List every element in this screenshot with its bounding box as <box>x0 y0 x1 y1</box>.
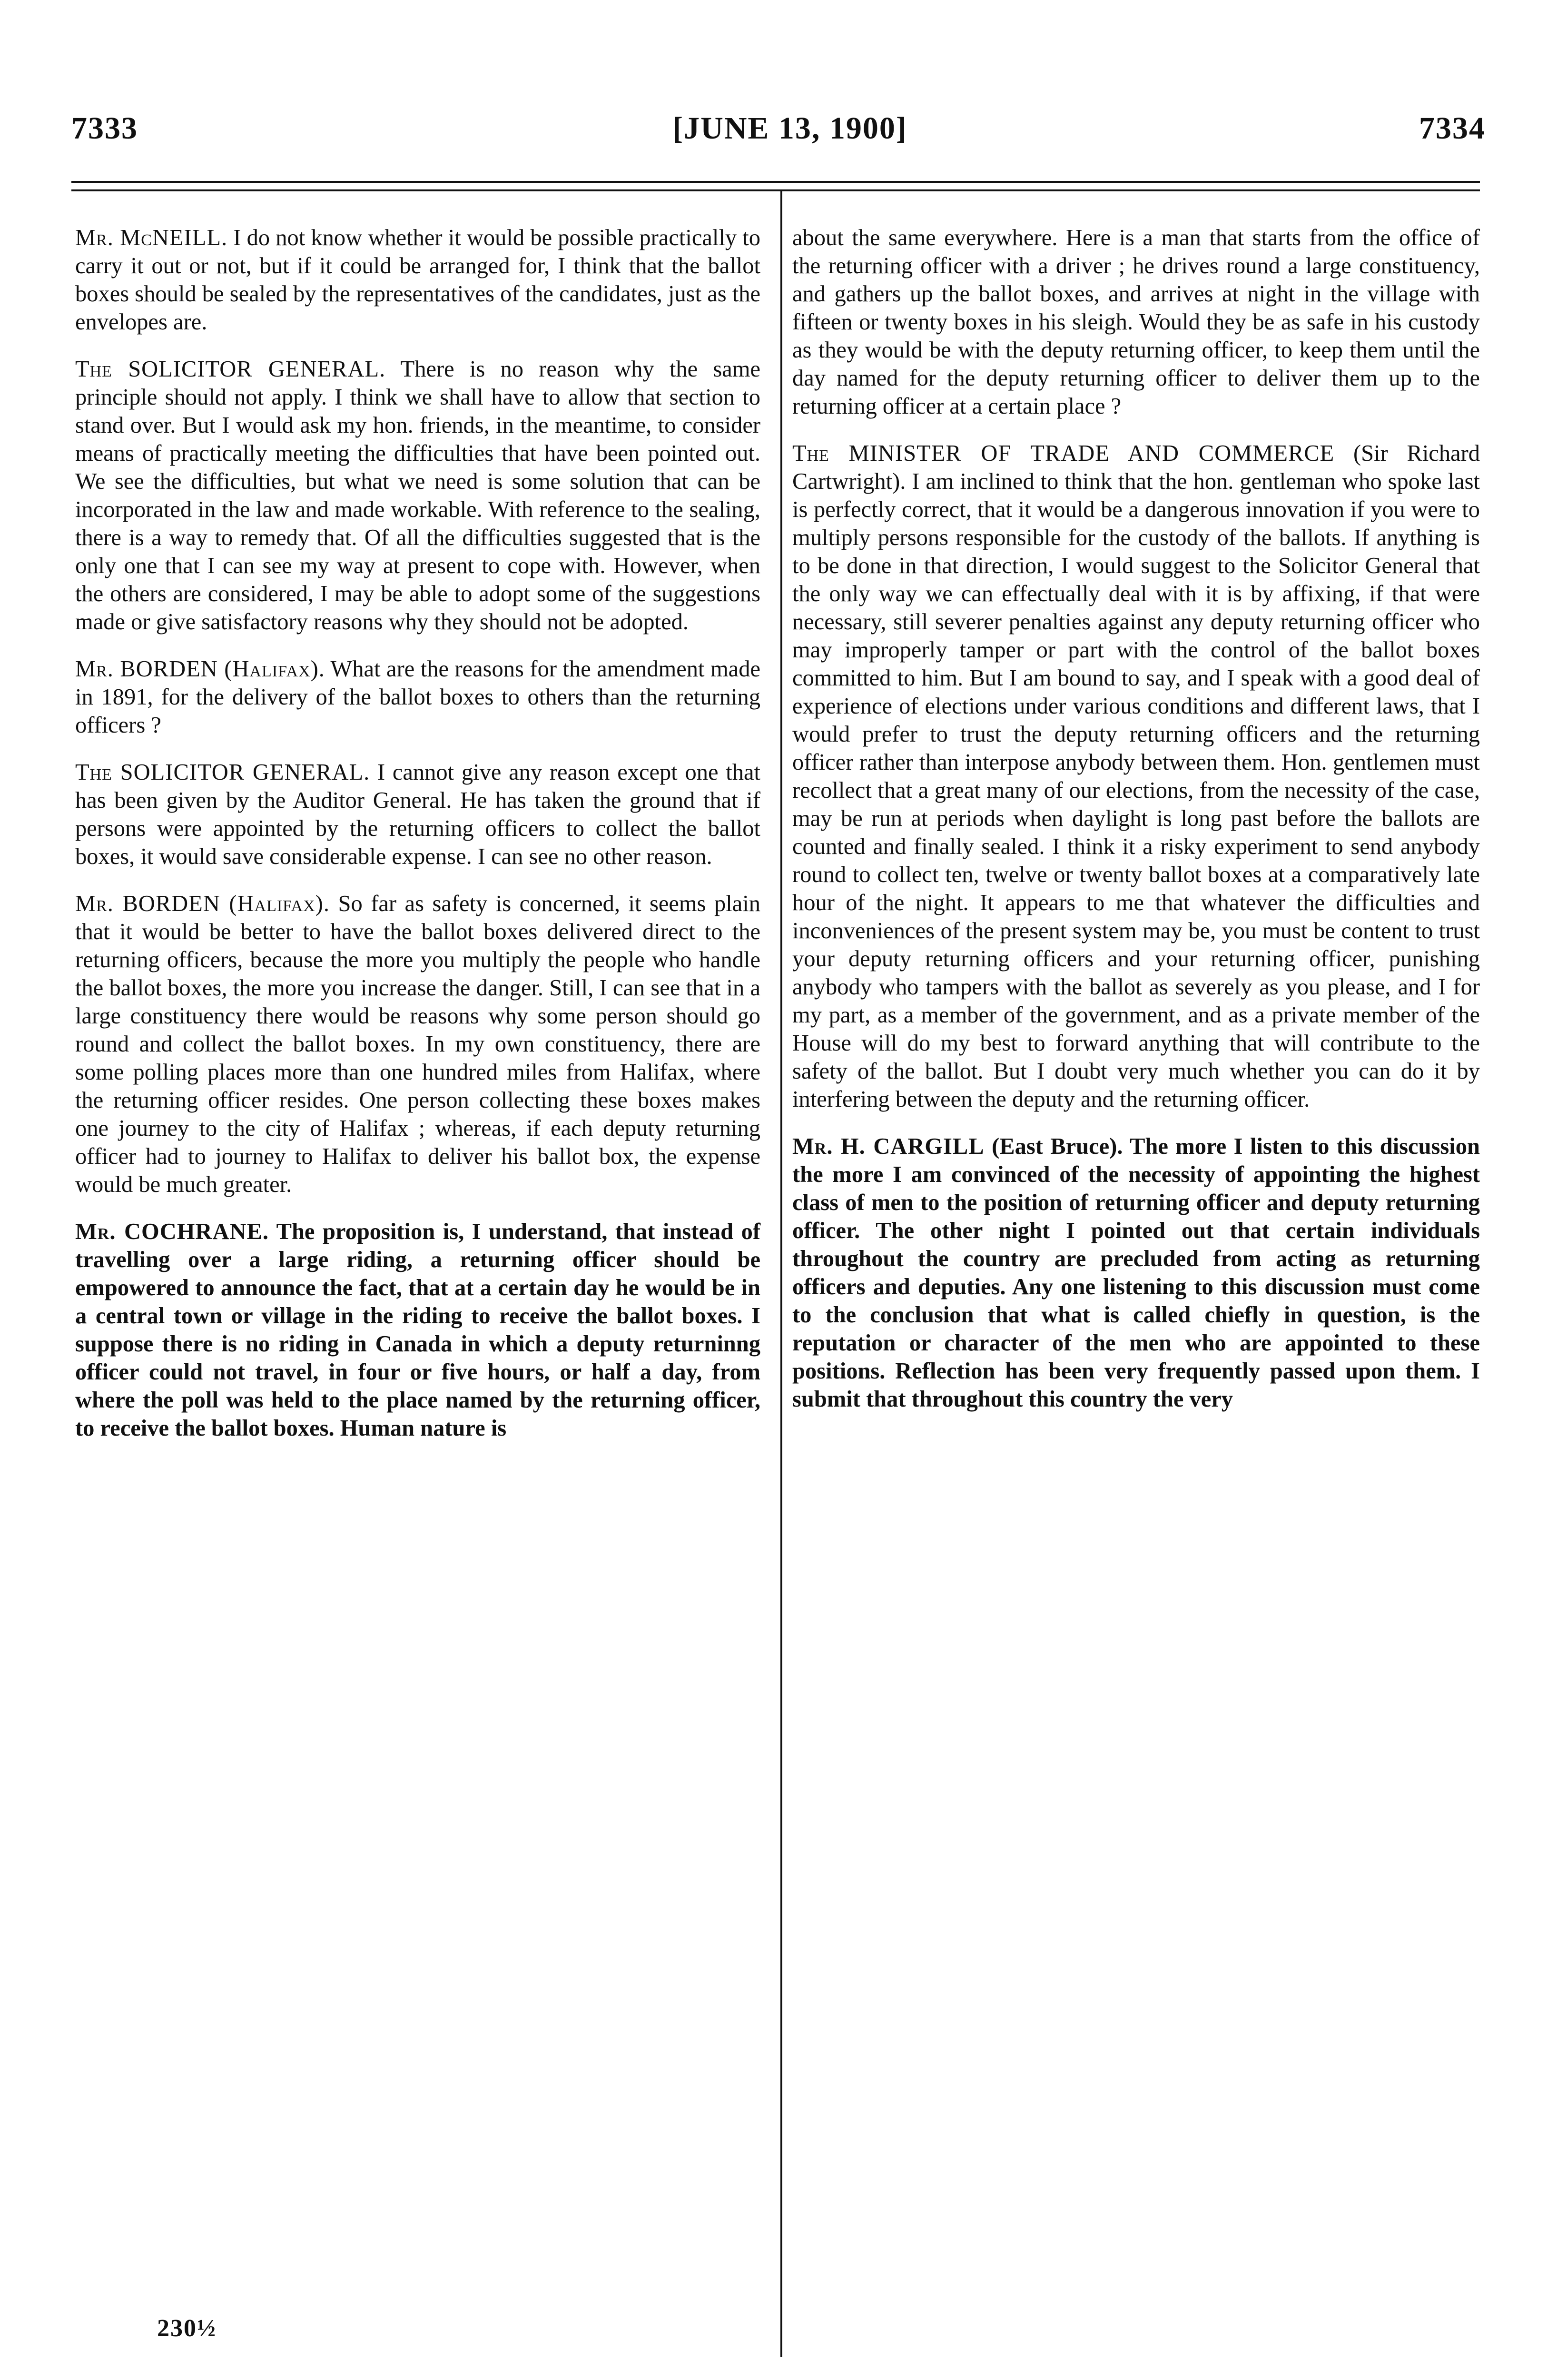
speaker-name: The SOLICITOR GENERAL. <box>75 760 370 785</box>
paragraph <box>792 224 1480 420</box>
signature-mark: 230½ <box>157 2315 217 2342</box>
speaker-name: The SOLICITOR GENERAL. <box>75 357 386 382</box>
paragraph-text: (Sir Richard Cartwright). I am inclined to think that the hon. gentleman who spoke last is perfectly correct, that it would be a dangerous innovation if you were to multiply persons responsible for the custody of the ballots. If anything is to be done in that direction, I would suggest to the Solicitor General that the only way we can effectually deal with it is by affixing, if that were necessary, still severer penalties against any deputy returning officer who may improperly tamper or part with the control of the ballot boxes committed to him. But I am bound to say, and I speak with a good deal of experience of elections under various conditions and different laws, that I would prefer to trust the deputy returning officers and the returning officer rather than interpose anybody between them. Hon. gentlemen must recollect that a great many of our elections, from the necessity of the case, may be run at periods when daylight is long past before the ballots are counted and finally sealed. I think it a risky experiment to send anybody round to collect ten, twelve or twenty ballot boxes at a comparatively late hour of the night. It appears to me that whatever the difficulties and inconveniences of the present system may be, you must be content to trust your deputy returning officers and your returning officer, punishing anybody who tampers with the ballot as severely as you please, and I for my part, as a member of the government, and as a private member of the House will do my best to forward anything that will contribute to the safety of the ballot. But I doubt very much whether you can do it by interfering between the deputy and the returning officer. <box>792 441 1480 1112</box>
paragraph <box>792 1132 1480 1413</box>
column-divider <box>780 191 782 2357</box>
paragraph <box>75 355 760 636</box>
paragraph-text: The proposition is, I understand, that instead of travelling over a large riding, a returning officer should be empowered to announce the fact, that at a certain day he would be in a central town or village in the riding to receive the ballot boxes. I suppose there is no riding in Canada in which a deputy returninng officer could not travel, in four or five hours, or half a day, from where the poll was held to the place named by the returning officer, to receive the ballot boxes. Human nature is <box>75 1219 760 1441</box>
page-number-left: 7333 <box>71 111 138 146</box>
speaker-name: The MINISTER OF TRADE AND COMMERCE <box>792 441 1335 466</box>
paragraph-text: What are the reasons for the amendment made in 1891, for the delivery of the ballot boxes to others than the returning officers ? <box>75 656 760 738</box>
speaker-name: Mr. COCHRANE. <box>75 1219 269 1244</box>
paragraph <box>75 224 760 336</box>
paragraph <box>75 655 760 739</box>
paragraph <box>75 890 760 1199</box>
paragraph-text: There is no reason why the same principle should not apply. I think we shall have to allow that section to stand over. But I would ask my hon. friends, in the meantime, to consider means of practically meeting the difficulties that have been pointed out. We see the difficulties, but what we need is some solution that can be incorporated in the law and made workable. With reference to the sealing, there is a way to remedy that. Of all the difficulties suggested that is the only one that I can see my way at present to cope with. However, when the others are considered, I may be able to adopt some of the suggestions made or give satisfactory reasons why they should not be adopted. <box>75 357 761 635</box>
header-rule-top <box>71 181 1480 183</box>
speaker-name: Mr. BORDEN (Halifax). <box>75 891 330 916</box>
right-column <box>792 224 1480 1432</box>
paragraph <box>75 1218 760 1442</box>
paragraph-text: I cannot give any reason except one that has been given by the Auditor General. He has taken the ground that if persons were appointed by the returning officers to collect the ballot boxes, it would save considerable expense. I can see no other reason. <box>75 760 760 869</box>
paragraph-text: I do not know whether it would be possible practically to carry it out or not, but if it could be arranged for, I think that the ballot boxes should be sealed by the representatives of the candidates, just as the envelopes are. <box>75 225 760 335</box>
paragraph-text: So far as safety is concerned, it seems plain that it would be better to have the ballot boxes delivered direct to the returning officers, because the more you multiply the people who handle the ballot boxes, the more you increase the danger. Still, I can see that in a large constituency there would be reasons why some person should go round and collect the ballot boxes. In my own constituency, there are some polling places more than one hundred miles from Halifax, where the returning officer resides. One person collecting these boxes makes one journey to the city of Halifax ; whereas, if each deputy returning officer had to journey to Halifax to deliver his ballot box, the expense would be much greater. <box>75 891 760 1197</box>
paragraph-text: (East Bruce). The more I listen to this discussion the more I am convinced of the necessity of appointing the highest class of men to the position of returning officer and deputy returning officer. The other night I pointed out that certain individuals throughout the country are precluded from acting as returning officers and deputies. Any one listening to this discussion must come to the conclusion that what is called chiefly in question, is the reputation or character of the men who are appointed to these positions. Reflection has been very frequently passed upon them. I submit that throughout this country the very <box>792 1134 1480 1412</box>
header-rule-bottom <box>71 189 1480 191</box>
left-column <box>75 224 760 1461</box>
paragraph-text: about the same everywhere. Here is a man that starts from the office of the returning officer with a driver ; he drives round a large constituency, and gathers up the ballot boxes, and arrives at night in the village with fifteen or twenty boxes in his sleigh. Would they be as safe in his custody as they would be with the deputy returning officer, to keep them until the day named for the deputy returning officer to deliver them up to the returning officer at a certain place ? <box>792 225 1480 419</box>
speaker-name: Mr. McNEILL. <box>75 225 228 250</box>
paragraph <box>75 758 760 871</box>
page-number-right: 7334 <box>1419 111 1486 146</box>
speaker-name: Mr. H. CARGILL <box>792 1134 985 1159</box>
speaker-name: Mr. BORDEN (Halifax). <box>75 656 325 682</box>
page-date-header: [JUNE 13, 1900] <box>672 111 907 146</box>
paragraph <box>792 439 1480 1113</box>
